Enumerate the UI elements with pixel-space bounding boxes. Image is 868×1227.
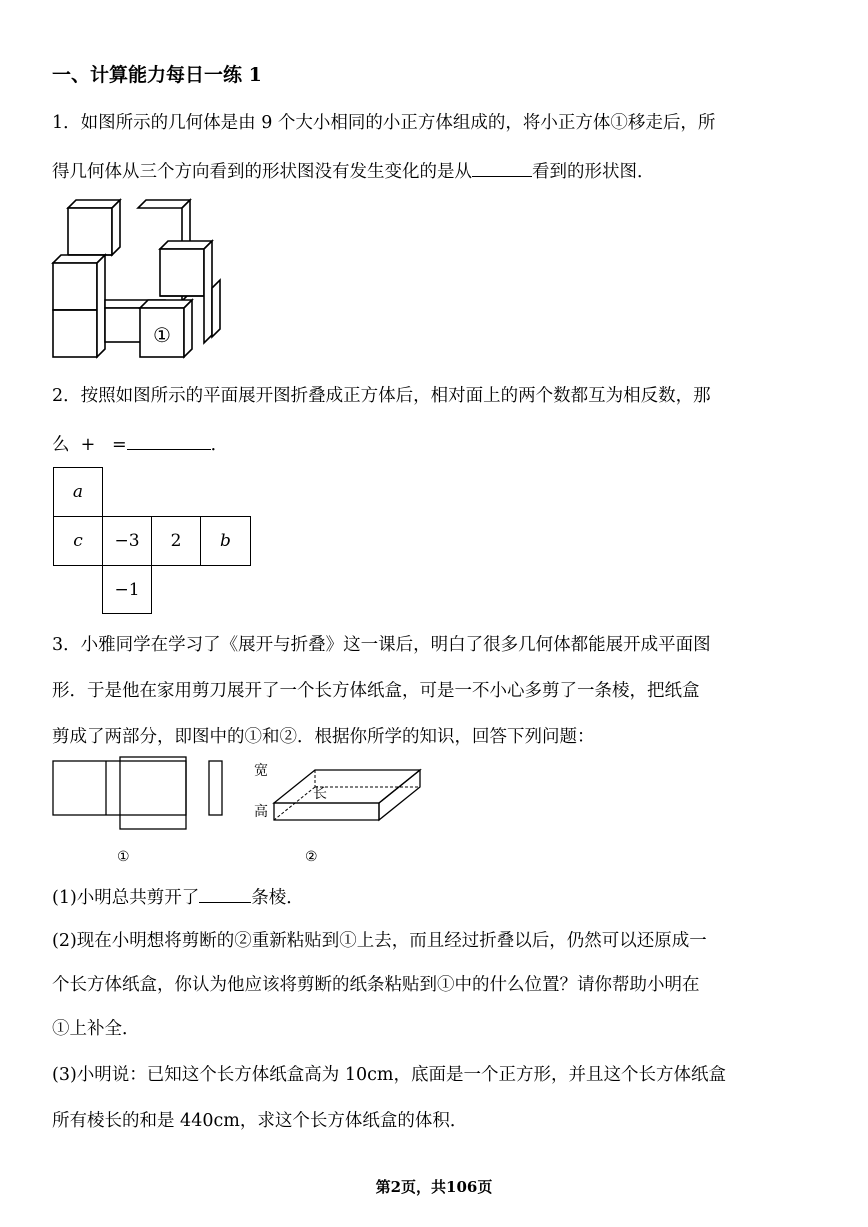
q3-line3: 剪成了两部分，即图中的①和②．根据你所学的知识，回答下列问题： xyxy=(52,727,595,747)
net-cell-c: c xyxy=(53,516,103,566)
q3-line2: 形．于是他在家用剪刀展开了一个长方体纸盒，可是一不小心多剪了一条棱，把纸盒 xyxy=(52,681,700,701)
net-cell-a: a xyxy=(53,467,103,517)
q2-line2 xyxy=(52,431,228,457)
cuboid-label-length: 长 xyxy=(313,786,327,802)
q3-fig-label-1: ① xyxy=(117,849,130,865)
net-cell-neg1: −1 xyxy=(102,565,152,614)
q3-part1-text: (1)小明总共剪开了 xyxy=(52,888,200,908)
net-cell-neg3: −3 xyxy=(102,516,152,566)
q1-line1: 1．如图所示的几何体是由 9 个大小相同的小正方体组成的，将小正方体①移走后，所 xyxy=(52,113,716,133)
q1-line2-text: 得几何体从三个方向看到的形状图没有发生变化的是从 xyxy=(52,162,472,182)
q3-part1 xyxy=(52,884,304,910)
q3-part2-line3: ①上补全． xyxy=(52,1019,140,1039)
q3-part3-line2: 所有棱长的和是 440cm，求这个长方体纸盒的体积． xyxy=(52,1111,468,1131)
q1-cube-figure xyxy=(48,195,248,365)
q3-part1-blank[interactable] xyxy=(199,884,251,903)
q3-line1: 3．小雅同学在学习了《展开与折叠》这一课后，明白了很多几何体都能展开成平面图 xyxy=(52,635,711,655)
q1-line2-tail: 看到的形状图． xyxy=(532,162,655,182)
q3-part2-line2: 个长方体纸盒，你认为他应该将剪断的纸条粘贴到①中的什么位置？请你帮助小明在 xyxy=(52,975,700,995)
q2-line2-tail: ． xyxy=(210,435,229,455)
section-title: 一、计算能力每日一练 1 xyxy=(52,64,262,86)
q3-cuboid xyxy=(250,758,420,833)
q3-fig-label-2: ② xyxy=(305,849,318,865)
net-cell-2: 2 xyxy=(151,516,201,566)
cuboid-label-height: 高 xyxy=(254,804,268,820)
net-cell-b: b xyxy=(200,516,251,566)
q2-answer-blank[interactable] xyxy=(127,431,211,450)
q3-part1-tail: 条棱． xyxy=(251,888,304,908)
q1-cube-label: ① xyxy=(153,323,171,347)
q1-line2 xyxy=(52,158,655,184)
q2-line2-text: 么 + = xyxy=(52,435,127,455)
q2-line1: 2．按照如图所示的平面展开图折叠成正方体后，相对面上的两个数都互为相反数，那 xyxy=(52,386,711,406)
cuboid-label-width: 宽 xyxy=(254,763,268,779)
q3-unfolded-box xyxy=(52,760,232,830)
q3-part2-line1: (2)现在小明想将剪断的②重新粘贴到①上去，而且经过折叠以后，仍然可以还原成一 xyxy=(52,931,707,951)
q3-part3-line1: (3)小明说：已知这个长方体纸盒高为 10cm，底面是一个正方形，并且这个长方体纸盒 xyxy=(52,1065,727,1085)
q1-answer-blank[interactable] xyxy=(472,158,532,177)
page-number: 第2页，共106页 xyxy=(375,1178,493,1196)
